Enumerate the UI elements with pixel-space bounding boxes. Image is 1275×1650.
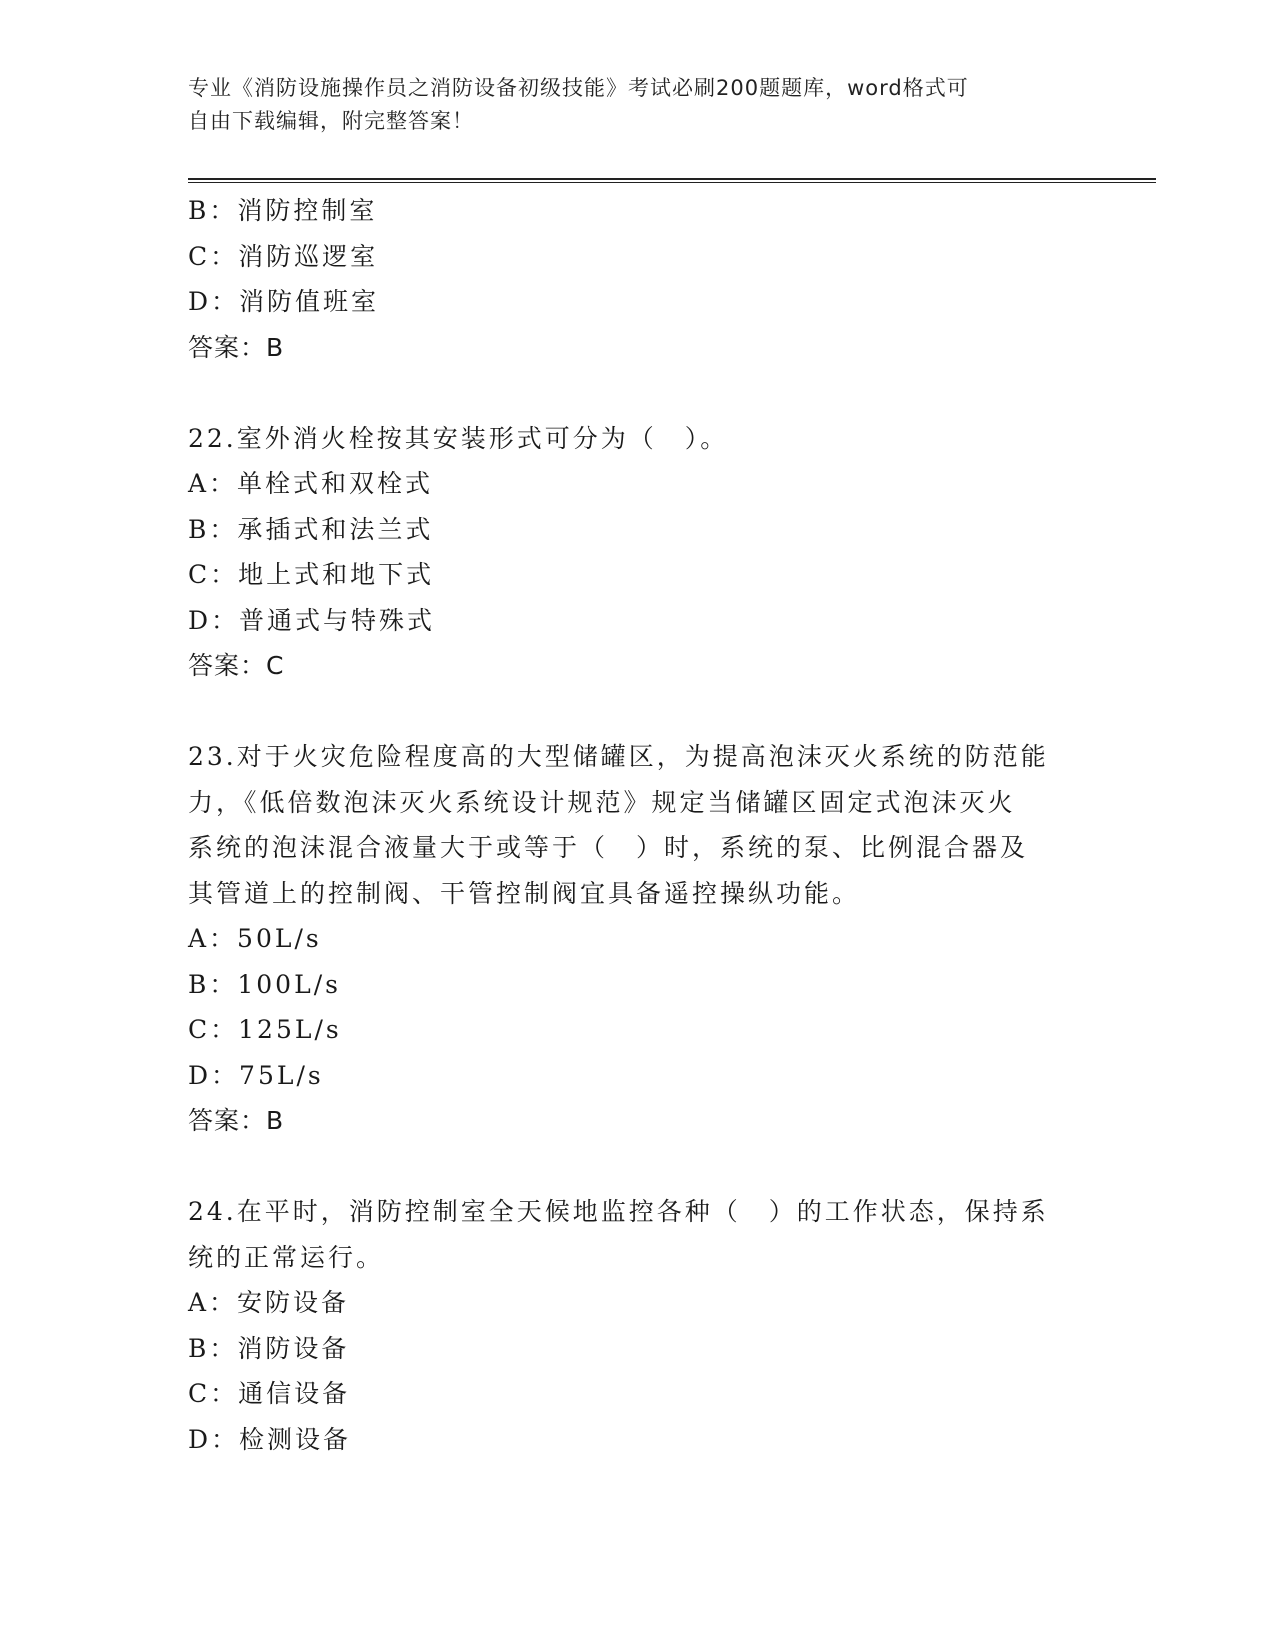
option-a: A：单栓式和双栓式 bbox=[188, 469, 434, 498]
option-b: B：100L/s bbox=[188, 969, 341, 999]
question-spacer bbox=[188, 1144, 1088, 1190]
question-21 bbox=[188, 188, 1088, 370]
option-b: B：消防控制室 bbox=[188, 196, 378, 225]
answer: 答案：B bbox=[188, 332, 285, 362]
header-divider bbox=[188, 178, 1156, 180]
option-d: D：普通式与特殊式 bbox=[188, 605, 436, 635]
option-a: A：安防设备 bbox=[188, 1288, 350, 1317]
option-c: C：通信设备 bbox=[188, 1379, 351, 1408]
option-d: D：75L/s bbox=[188, 1060, 324, 1090]
answer: 答案：B bbox=[188, 1106, 285, 1135]
option-c: C：125L/s bbox=[188, 1015, 342, 1044]
question-list bbox=[188, 188, 1088, 1462]
header-line: 自由下载编辑，附完整答案！ bbox=[188, 109, 474, 133]
option-a: A：50L/s bbox=[188, 924, 322, 953]
header-line: 专业《消防设施操作员之消防设备初级技能》考试必刷200题题库，word格式可 bbox=[188, 76, 969, 100]
question-stem: 23.对于火灾危险程度高的大型储罐区，为提高泡沫灭火系统的防范能 bbox=[188, 742, 1049, 771]
option-d: D：消防值班室 bbox=[188, 287, 380, 316]
option-c: C：地上式和地下式 bbox=[188, 560, 435, 589]
question-stem: 系统的泡沫混合液量大于或等于（ ）时，系统的泵、比例混合器及 bbox=[188, 833, 1029, 862]
question-22 bbox=[188, 416, 1088, 689]
question-stem: 24.在平时，消防控制室全天候地监控各种（ ）的工作状态，保持系 bbox=[188, 1197, 1049, 1226]
question-spacer bbox=[188, 689, 1088, 735]
question-stem: 统的正常运行。 bbox=[188, 1242, 385, 1272]
option-b: B：承插式和法兰式 bbox=[188, 514, 434, 544]
question-stem: 力，《低倍数泡沫灭火系统设计规范》规定当储罐区固定式泡沫灭火 bbox=[188, 787, 1016, 817]
document-header bbox=[188, 72, 1068, 138]
answer: 答案：C bbox=[188, 651, 285, 680]
header-divider-thin bbox=[188, 182, 1156, 183]
question-24 bbox=[188, 1189, 1088, 1462]
question-stem: 22.室外消火栓按其安装形式可分为（ ）。 bbox=[188, 423, 729, 453]
option-d: D：检测设备 bbox=[188, 1424, 352, 1454]
question-23 bbox=[188, 734, 1088, 1144]
option-c: C：消防巡逻室 bbox=[188, 241, 379, 271]
question-spacer bbox=[188, 370, 1088, 416]
option-b: B：消防设备 bbox=[188, 1333, 350, 1363]
question-stem: 其管道上的控制阀、干管控制阀宜具备遥控操纵功能。 bbox=[188, 878, 861, 908]
